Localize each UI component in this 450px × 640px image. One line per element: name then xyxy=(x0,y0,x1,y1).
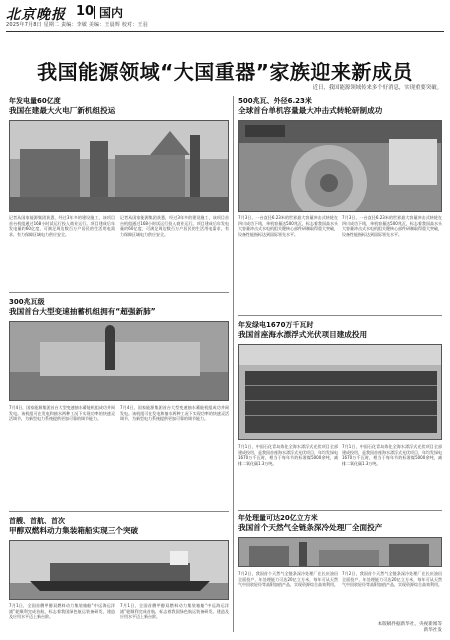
page-subhead: 近日，我国能源领域传来多个好消息，实现重要突破。 xyxy=(312,85,442,91)
story-body-continued: 7月1日，全国首艘甲醇双燃料动力集装箱船“中远海运洋浦”轮顺利完成首航，标志着我国绿色航运装备研发、建造及应用水平迈上新台阶。 xyxy=(120,603,229,620)
story-kicker: 年处理量可达20亿立方米 xyxy=(238,514,318,522)
story-title: 全球首台单机容量最大冲击式转轮研制成功 xyxy=(238,106,383,115)
story-title: 甲醇双燃料动力集装箱船实现三个突破 xyxy=(9,526,139,535)
turbine-runner-photo xyxy=(238,120,442,212)
page-number: 10 xyxy=(76,4,95,19)
power-plant-photo xyxy=(9,120,229,212)
story-kicker: 年发绿电1670万千瓦时 xyxy=(238,321,314,329)
section-name: 国内 xyxy=(99,6,124,20)
gas-plant-photo xyxy=(238,537,442,567)
story-body-continued: 7月3日，一台直径6.23米的世界最大容量冲击式转轮在四川成功下线，单机容量达500兆瓦，标志着我国高水头大容量冲击式水电机组关键核心部件研制取得重大突破，设备性能指标达到国际领先水平。 xyxy=(342,215,442,237)
story-body: 7月4日，国家能源集团首台大型变速抽水蓄能机组成功并网发电。该机组可在发电和抽水两种工况下实现功率的快速灵活调节，为新型电力系统提供更加可靠的调节能力。 xyxy=(9,405,115,422)
pumped-storage-photo xyxy=(9,321,229,401)
story-body: 7月3日，一台直径6.23米的世界最大容量冲击式转轮在四川成功下线，单机容量达500兆瓦，标志着我国高水头大容量冲击式水电机组关键核心部件研制取得重大突破，设备性能指标达到国际领先水平。 xyxy=(238,215,338,237)
page-headline: 我国能源领域“大国重器”家族迎来新成员 xyxy=(37,60,413,84)
story-divider xyxy=(9,292,229,293)
credit-line: 新华社发 xyxy=(423,628,442,633)
story-title: 我国首个天然气全链条深冷处理厂全面投产 xyxy=(238,523,383,532)
floating-solar-photo xyxy=(238,344,442,440)
story-divider xyxy=(238,510,442,511)
newspaper-logo: 北京晚报 xyxy=(6,7,66,23)
story-title: 我国首台大型变速抽蓄机组拥有“超强新肺” xyxy=(9,307,156,316)
story-body: 7月2日，我国首个天然气全链条深冷处理厂在长庆油田全面投产，年处理能力可达20亿立方米，每年可从天然气中回收轻烃等高附加值产品，实现资源综合高效利用。 xyxy=(238,571,338,588)
masthead-rule xyxy=(6,31,444,32)
container-ship-photo xyxy=(9,540,229,600)
story-body: 记者从国家能源集团获悉，经过3年多的建设施工，该项目首台机组通过168小时试运行投入商业运行。项目建成后年发电量约60亿度，可满足周边数百万户居民的生活用电需求，有力保障区域电力供应安全。 xyxy=(9,215,115,237)
story-body: 7月1日，全国首艘甲醇双燃料动力集装箱船“中远海运洋浦”轮顺利完成首航，标志着我国绿色航运装备研发、建造及应用水平迈上新台阶。 xyxy=(9,603,115,620)
story-kicker: 年发电量60亿度 xyxy=(9,97,61,105)
story-kicker: 500兆瓦、外径6.23米 xyxy=(238,97,312,105)
masthead xyxy=(6,4,444,30)
story-divider xyxy=(238,315,442,316)
story-kicker: 300兆瓦级 xyxy=(9,298,45,306)
story-title: 我国在建最大火电厂新机组投运 xyxy=(9,106,116,115)
story-divider xyxy=(9,511,229,512)
masthead-divider xyxy=(94,6,95,19)
story-body-continued: 7月1日，中国石化青岛炼化全海水漂浮式光伏项目全部建成投用，是我国首座海水漂浮式光伏项目，年均发绿电1670万千瓦时，相当于每年节约标准煤5000余吨，减排二氧化碳1.3万吨。 xyxy=(342,444,442,466)
credit-line: 本版稿件据新华社、央视新闻等 xyxy=(377,622,442,627)
issue-meta: 2025年7月8日 星期二 责编：李敏 美编：王晨辉 校对：王羽 xyxy=(6,22,148,28)
story-body-continued: 7月2日，我国首个天然气全链条深冷处理厂在长庆油田全面投产，年处理能力可达20亿立方米，每年可从天然气中回收轻烃等高附加值产品，实现资源综合高效利用。 xyxy=(342,571,442,588)
story-body: 7月1日，中国石化青岛炼化全海水漂浮式光伏项目全部建成投用，是我国首座海水漂浮式光伏项目，年均发绿电1670万千瓦时，相当于每年节约标准煤5000余吨，减排二氧化碳1.3万吨。 xyxy=(238,444,338,466)
page-credits xyxy=(378,622,442,634)
story-body-continued: 记者从国家能源集团获悉，经过3年多的建设施工，该项目首台机组通过168小时试运行投入商业运行。项目建成后年发电量约60亿度，可满足周边数百万户居民的生活用电需求，有力保障区域电力供应安全。 xyxy=(120,215,229,237)
story-kicker: 首艘、首航、首次 xyxy=(9,517,65,525)
column-divider xyxy=(233,96,234,632)
story-title: 我国首座海水漂浮式光伏项目建成投用 xyxy=(238,330,368,339)
story-body-continued: 7月4日，国家能源集团首台大型变速抽水蓄能机组成功并网发电。该机组可在发电和抽水两种工况下实现功率的快速灵活调节，为新型电力系统提供更加可靠的调节能力。 xyxy=(120,405,229,422)
